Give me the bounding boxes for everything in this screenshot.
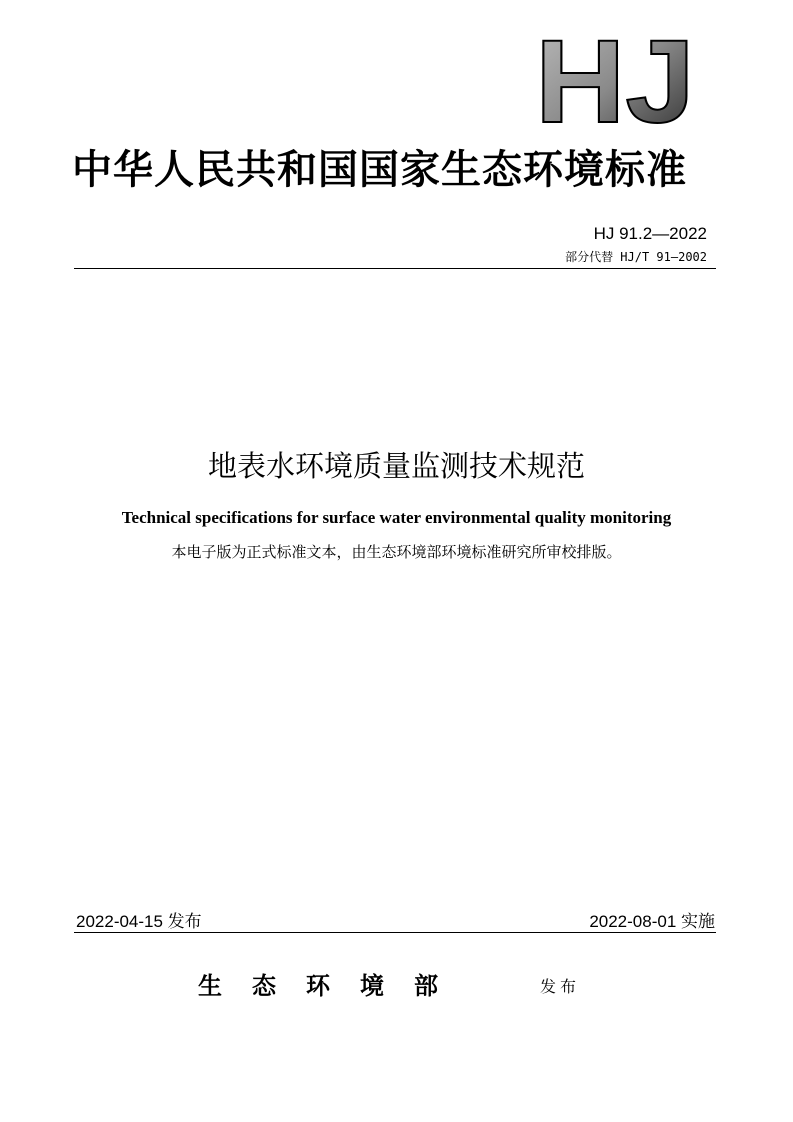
publish-label: 发布 [540, 977, 581, 996]
hj-logo-graphic [535, 30, 700, 130]
agency-title: 中华人民共和国国家生态环境标准 [72, 146, 687, 193]
footer-divider [74, 932, 716, 933]
replaces-note: 部分代替 HJ/T 91—2002 [565, 250, 707, 264]
issue-date: 2022-04-15 发布 [76, 912, 202, 931]
implementation-date: 2022-08-01 实施 [589, 912, 715, 931]
document-title-english: Technical specifications for surface water environmental quality monitoring [121, 508, 672, 527]
publisher-name: 生态环境部 [198, 971, 468, 1000]
hj-logo [535, 30, 700, 130]
electronic-version-notice: 本电子版为正式标准文本，由生态环境部环境标准研究所审校排版。 [171, 543, 622, 561]
document-title: 地表水环境质量监测技术规范 [207, 449, 585, 483]
standard-code: HJ 91.2—2022 [593, 224, 707, 243]
header-divider [74, 268, 716, 269]
logo-text: HJ [535, 30, 695, 130]
